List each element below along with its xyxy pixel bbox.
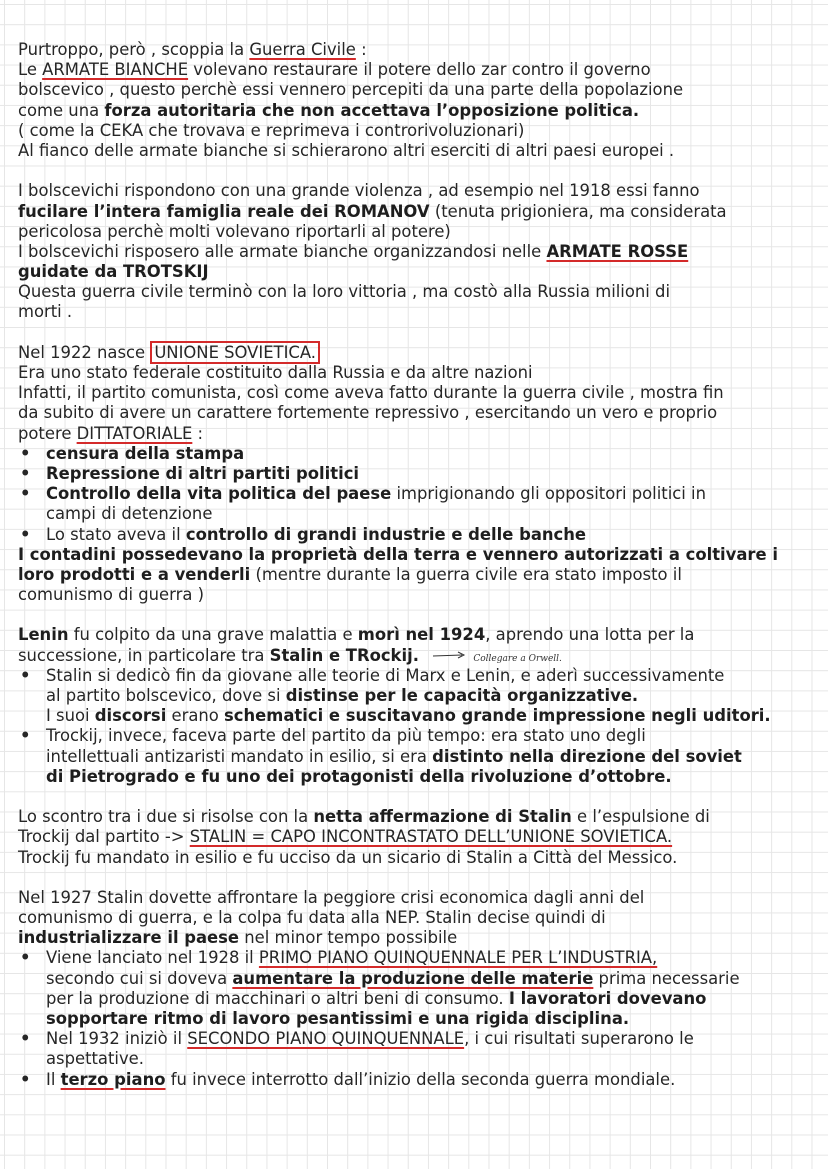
underlined-term: SECONDO PIANO QUINQUENNALE bbox=[187, 1029, 465, 1049]
text-line: Questa guerra civile terminò con la loro vittoria , ma costò alla Russia milioni di bbox=[18, 282, 670, 302]
list-item: • Lo stato aveva il controllo di grandi industrie e delle banche bbox=[20, 524, 587, 544]
text-line: Purtroppo, però , scoppia la Guerra Civile : bbox=[18, 40, 367, 59]
list-item-continued: al partito bolscevico, dove si distinse per le capacità organizzative. bbox=[46, 686, 639, 705]
text-line: Infatti, il partito comunista, così come aveva fatto durante la guerra civile , mostra fin bbox=[18, 383, 724, 403]
text-line: da subito di avere un carattere fortemente repressivo , esercitando un vero e proprio bbox=[18, 403, 718, 423]
list-item-continued: di Pietrogrado e fu uno dei protagonisti della rivoluzione d’ottobre. bbox=[46, 766, 672, 786]
margin-note: Collegare a Orwell. bbox=[473, 653, 562, 664]
text-line: comunismo di guerra ) bbox=[18, 585, 204, 605]
list-item-continued: per la produzione di macchinari o altri beni di consumo. I lavoratori dovevano bbox=[46, 988, 707, 1008]
list-item: • Stalin si dedicò fin da giovane alle teorie di Marx e Lenin, e aderì successivamente bbox=[20, 665, 725, 685]
list-item-continued: I suoi discorsi erano schematici e suscitavano grande impressione negli uditori. bbox=[46, 706, 771, 726]
text-line: I bolscevichi rispondono con una grande violenza , ad esempio nel 1918 essi fanno bbox=[18, 181, 700, 201]
text-line: Era uno stato federale costituito dalla Russia e da altre nazioni bbox=[18, 363, 533, 382]
list-item: • Viene lanciato nel 1928 il PRIMO PIANO QUINQUENNALE PER L’INDUSTRIA, bbox=[20, 948, 658, 968]
text-line: I bolscevichi risposero alle armate bianche organizzandosi nelle ARMATE ROSSE bbox=[18, 241, 689, 261]
list-item: • censura della stampa bbox=[20, 443, 245, 463]
text-line: ( come la CEKA che trovava e reprimeva i controrivoluzionari) bbox=[18, 120, 525, 140]
text-line: comunismo di guerra, e la colpa fu data alla NEP. Stalin decise quindi di bbox=[18, 908, 606, 928]
text-line: guidate da TROTSKIJ bbox=[18, 262, 209, 282]
list-item: • Il terzo piano fu invece interrotto dall’inizio della seconda guerra mondiale. bbox=[20, 1069, 676, 1089]
text-line: industrializzare il paese nel minor tempo possibile bbox=[18, 928, 458, 948]
underlined-term: ARMATE BIANCHE bbox=[42, 60, 189, 80]
text-line: Trockij fu mandato in esilio e fu ucciso da un sicario di Stalin a Città del Messico. bbox=[18, 847, 678, 867]
boxed-heading: UNIONE SOVIETICA. bbox=[150, 341, 320, 364]
text-line: successione, in particolare tra Stalin e TRockij. Collegare a Orwell. bbox=[18, 645, 562, 665]
text-line: morti . bbox=[18, 302, 73, 322]
underlined-term: STALIN = CAPO INCONTRASTATO DELL’UNIONE SOVIETICA. bbox=[189, 827, 673, 847]
text-line: potere DITTATORIALE : bbox=[18, 423, 204, 443]
underlined-term: terzo piano bbox=[60, 1069, 166, 1089]
text-line: pericolosa perchè molti volevano riportarli al potere) bbox=[18, 221, 451, 241]
text-line: Lenin fu colpito da una grave malattia e morì nel 1924, aprendo una lotta per la bbox=[18, 625, 695, 645]
text-line: loro prodotti e a venderli (mentre durante la guerra civile era stato imposto il bbox=[18, 564, 682, 584]
underlined-term: Guerra Civile bbox=[249, 40, 356, 59]
list-item-continued: sopportare ritmo di lavoro pesantissimi e una rigida disciplina. bbox=[46, 1009, 630, 1028]
text-line: Nel 1927 Stalin dovette affrontare la peggiore crisi economica dagli anni del bbox=[18, 887, 645, 907]
list-item: • Trockij, invece, faceva parte del partito da più tempo: era stato uno degli bbox=[20, 726, 646, 746]
list-item-continued: aspettative. bbox=[46, 1049, 144, 1069]
text-line: fucilare l’intera famiglia reale dei ROMANOV (tenuta prigioniera, ma considerata bbox=[18, 201, 727, 221]
text-line: Nel 1922 nasce UNIONE SOVIETICA. bbox=[18, 343, 820, 363]
text-line: come una forza autoritaria che non accettava l’opposizione politica. bbox=[18, 100, 640, 120]
arrow-icon bbox=[432, 651, 468, 661]
underlined-term: aumentare la produzione delle materie bbox=[232, 968, 594, 988]
list-item-continued: intellettuali antizaristi mandato in esilio, si era distinto nella direzione del soviet bbox=[46, 746, 742, 766]
text-line: bolscevico , questo perchè essi vennero percepiti da una parte della popolazione bbox=[18, 80, 684, 100]
list-item: • Controllo della vita politica del paese imprigionando gli oppositori politici in bbox=[20, 484, 706, 504]
underlined-term: DITTATORIALE bbox=[76, 423, 193, 443]
list-item-continued: campi di detenzione bbox=[46, 504, 213, 524]
text-line: Lo scontro tra i due si risolse con la netta affermazione di Stalin e l’espulsione di bbox=[18, 807, 710, 827]
text-line: Trockij dal partito -> STALIN = CAPO INCONTRASTATO DELL’UNIONE SOVIETICA. bbox=[18, 827, 673, 847]
text-line: Al fianco delle armate bianche si schierarono altri eserciti di altri paesi europei . bbox=[18, 140, 675, 160]
list-item: • Nel 1932 iniziò il SECONDO PIANO QUINQUENNALE, i cui risultati superarono le bbox=[20, 1029, 694, 1049]
list-item-continued: secondo cui si doveva aumentare la produzione delle materie prima necessarie bbox=[46, 968, 740, 988]
text-line: I contadini possedevano la proprietà della terra e vennero autorizzati a coltivare i bbox=[18, 544, 778, 564]
underlined-term: ARMATE ROSSE bbox=[546, 241, 689, 261]
underlined-term: PRIMO PIANO QUINQUENNALE PER L’INDUSTRIA, bbox=[258, 948, 658, 968]
text-line: Le ARMATE BIANCHE volevano restaurare il potere dello zar contro il governo bbox=[18, 60, 651, 80]
list-item: • Repressione di altri partiti politici bbox=[20, 463, 360, 483]
